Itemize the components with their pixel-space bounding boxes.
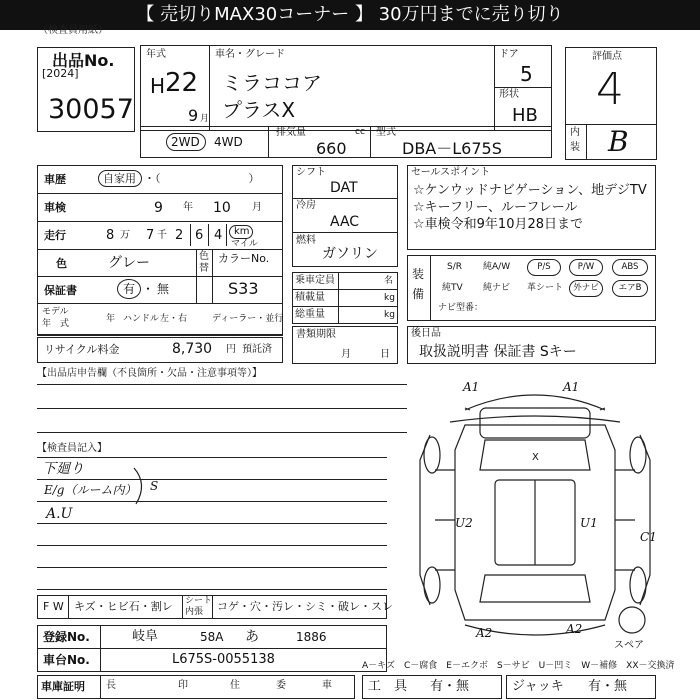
mark-c1: C1 bbox=[640, 530, 657, 544]
paint-label-1: 色 bbox=[199, 251, 209, 262]
registration-number: 1886 bbox=[296, 630, 327, 644]
cert-item-1: 長 bbox=[106, 680, 116, 691]
model-type-lr: 左・右 bbox=[160, 314, 188, 324]
equipment-label-2: 備 bbox=[412, 287, 425, 301]
inspector-line-1: 下廻り bbox=[42, 461, 84, 477]
mark-x: X bbox=[532, 452, 539, 463]
displacement-label: 排気量 bbox=[276, 127, 306, 138]
navi-model-label: ナビ型番： bbox=[438, 303, 484, 313]
recycle-label: リサイクル料金 bbox=[44, 343, 120, 356]
mileage-label: 走行 bbox=[44, 229, 66, 242]
model-type-dealer: ディーラー・並行 bbox=[212, 314, 284, 324]
chassis-label: 車台No. bbox=[43, 653, 90, 667]
fuel-label: 燃料 bbox=[296, 235, 316, 246]
warranty-yes: 有 bbox=[123, 282, 136, 296]
mileage-d3: 4 bbox=[214, 228, 223, 243]
equip-airbag: エアB bbox=[612, 280, 648, 297]
seat-label-1: シート bbox=[185, 596, 213, 606]
capacity-unit: 名 bbox=[384, 276, 394, 286]
fw-items: キズ・ヒビ石・割レ bbox=[74, 600, 173, 613]
aircon-value: AAC bbox=[330, 214, 360, 230]
era: H bbox=[150, 74, 166, 98]
shift-value: DAT bbox=[330, 180, 358, 196]
sales-point-1: ☆ケンウッドナビゲーション、地デジTV bbox=[413, 183, 647, 198]
interior-score: B bbox=[608, 125, 629, 158]
shift-label: シフト bbox=[296, 167, 326, 178]
jack-value: 有・無 bbox=[588, 679, 628, 694]
equip-leather: 革シート bbox=[527, 283, 564, 293]
tools-value: 有・無 bbox=[430, 679, 470, 694]
registration-class: 58A bbox=[200, 630, 224, 644]
model-type-year: 年 bbox=[106, 314, 116, 324]
warranty-label: 保証書 bbox=[44, 284, 77, 297]
mileage-sen: 7 bbox=[146, 228, 155, 243]
mileage-d2: 6 bbox=[195, 228, 204, 243]
displacement-value: 660 bbox=[316, 139, 347, 158]
model-type-l1: モデル bbox=[42, 307, 69, 317]
capacity-label: 乗車定員 bbox=[295, 275, 335, 286]
sheet-subtitle: （検査員用紙） bbox=[38, 25, 108, 36]
doc-period-label: 書類期限 bbox=[296, 329, 336, 340]
seat-items: コゲ・穴・汚レ・シミ・破レ・スレ bbox=[217, 600, 393, 613]
mark-a1-left: A1 bbox=[463, 380, 480, 394]
color-label: 色 bbox=[56, 257, 67, 270]
interior-label-1: 内 bbox=[570, 127, 580, 138]
car-name: ミラココア bbox=[222, 71, 322, 95]
inspection-month-unit: 月 bbox=[252, 202, 262, 213]
bracket-mark bbox=[132, 466, 152, 506]
car-grade: プラスX bbox=[222, 98, 296, 122]
cert-item-5: 車 bbox=[322, 680, 332, 691]
mark-a2-right: A2 bbox=[566, 622, 583, 636]
fw-label: F W bbox=[43, 600, 64, 613]
inspector-note: S bbox=[150, 479, 159, 493]
interior-label-2: 装 bbox=[570, 142, 580, 153]
mileage-d1: 2 bbox=[175, 228, 184, 243]
shape-label: 形状 bbox=[499, 89, 519, 100]
registration-place: 岐阜 bbox=[132, 629, 159, 644]
doc-period-month: 月 bbox=[341, 349, 351, 360]
mark-u1: U1 bbox=[580, 516, 598, 530]
weight-unit: kg bbox=[384, 310, 395, 320]
legend: A－キズ C－腐食 E－エクボ S－サビ U－凹ミ W－補修 XX－交換済 bbox=[362, 661, 675, 671]
mileage-sen-unit: 千 bbox=[157, 230, 167, 241]
cert-item-2: 印 bbox=[178, 680, 188, 691]
accessories-label: 後日品 bbox=[411, 328, 441, 339]
car-diagram bbox=[410, 370, 660, 655]
model-month: 9 bbox=[188, 106, 199, 125]
mileage-man-unit: 万 bbox=[120, 230, 130, 241]
load-label: 積載量 bbox=[295, 292, 325, 303]
inspector-label: 【検査員記入】 bbox=[37, 443, 107, 454]
history-value: 自家用 bbox=[103, 172, 136, 185]
car-name-label: 車名・グレード bbox=[215, 49, 285, 60]
shape-value: HB bbox=[512, 105, 538, 126]
equip-navi: 純ナビ bbox=[483, 283, 511, 293]
mark-a1-right: A1 bbox=[563, 380, 580, 394]
inspection-month: 10 bbox=[213, 200, 231, 216]
owner-cert-label: 車庫証明 bbox=[41, 680, 85, 693]
model-month-unit: 月 bbox=[200, 114, 210, 124]
fuel-value: ガソリン bbox=[322, 246, 378, 262]
sales-point-3: ☆車検令和9年10月28日まで bbox=[413, 217, 584, 232]
load-unit: kg bbox=[384, 293, 395, 303]
model-year-value: 22 bbox=[165, 68, 199, 98]
accessories-value: 取扱説明書 保証書 Sキー bbox=[419, 344, 577, 360]
inspection-year-unit: 年 bbox=[183, 202, 193, 213]
doc-period-day: 日 bbox=[380, 349, 390, 360]
inspection-label: 車検 bbox=[44, 201, 66, 214]
warranty-sep: ・ bbox=[142, 282, 155, 296]
mark-a2-left: A2 bbox=[476, 626, 493, 640]
model-type-handle: ハンドル bbox=[123, 314, 160, 324]
warranty-no: 無 bbox=[157, 282, 170, 296]
seat-label-2: 内張 bbox=[185, 607, 204, 617]
equip-tv: 純TV bbox=[442, 283, 463, 293]
equip-aw: 純A/W bbox=[483, 262, 511, 272]
recycle-value: 8,730 bbox=[172, 341, 213, 357]
model-type-l2: 年 式 bbox=[42, 319, 70, 329]
inspector-line-3: A.U bbox=[46, 506, 73, 522]
registration-kana: あ bbox=[245, 629, 259, 645]
lot-number: 30057 bbox=[48, 94, 134, 125]
sales-point-2: ☆キーフリー、ルーフレール bbox=[413, 200, 578, 215]
displacement-unit: cc bbox=[355, 127, 365, 137]
aircon-label: 冷房 bbox=[296, 200, 316, 211]
model-code: DBA－L675S bbox=[402, 139, 502, 158]
weight-label: 総重量 bbox=[295, 309, 325, 320]
mileage-km: km bbox=[234, 226, 250, 237]
spare-label: スペア bbox=[614, 640, 644, 651]
mileage-mile: マイル bbox=[231, 239, 258, 249]
banner-text: 【 売切りMAX30コーナー 】 30万円までに売り切り bbox=[136, 4, 564, 25]
model-code-label: 型式 bbox=[376, 127, 396, 138]
color-no-label: カラーNo. bbox=[218, 252, 270, 265]
recycle-unit: 円 bbox=[226, 344, 236, 355]
year-label: 年式 bbox=[146, 49, 166, 60]
paint-label-2: 替 bbox=[199, 263, 209, 274]
equipment-label-1: 装 bbox=[412, 267, 425, 281]
exhibitor-notes-label: 【出品店申告欄（不良箇所・欠品・注意事項等）】 bbox=[37, 368, 262, 379]
doors-value: 5 bbox=[520, 62, 533, 86]
equip-pw: P/W bbox=[569, 259, 603, 276]
four-wd: 4WD bbox=[214, 135, 243, 149]
registration-label: 登録No. bbox=[43, 630, 90, 644]
history-rest: ・（ ） bbox=[144, 172, 260, 185]
inspector-line-2: E/g（ルーム内） bbox=[44, 483, 137, 497]
jack-label: ジャッキ bbox=[512, 679, 564, 694]
cert-item-3: 住 bbox=[230, 680, 240, 691]
two-wd: 2WD bbox=[171, 135, 200, 149]
equip-ps: P/S bbox=[527, 259, 561, 276]
chassis-value: L675S-0055138 bbox=[172, 652, 275, 667]
sales-points-label: セールスポイント bbox=[411, 167, 491, 178]
lot-year: [2024] bbox=[42, 67, 79, 80]
color-no: S33 bbox=[228, 279, 259, 298]
doors-label: ドア bbox=[499, 49, 519, 60]
equip-abs: ABS bbox=[612, 259, 648, 276]
recycle-note: 預託済 bbox=[242, 344, 272, 355]
cert-item-4: 委 bbox=[276, 680, 286, 691]
equip-sr: S/R bbox=[447, 262, 462, 272]
score-label: 評価点 bbox=[592, 51, 622, 62]
mileage-man: 8 bbox=[106, 228, 115, 243]
mark-u2: U2 bbox=[455, 516, 473, 530]
tools-label: 工 具 bbox=[368, 679, 408, 694]
lot-label: 出品No. bbox=[52, 51, 115, 70]
inspection-year: 9 bbox=[154, 200, 163, 216]
equip-ext-navi: 外ナビ bbox=[569, 280, 603, 297]
history-label: 車歴 bbox=[44, 173, 66, 186]
color-value: グレー bbox=[108, 255, 150, 271]
score-value: 4 bbox=[596, 64, 624, 115]
